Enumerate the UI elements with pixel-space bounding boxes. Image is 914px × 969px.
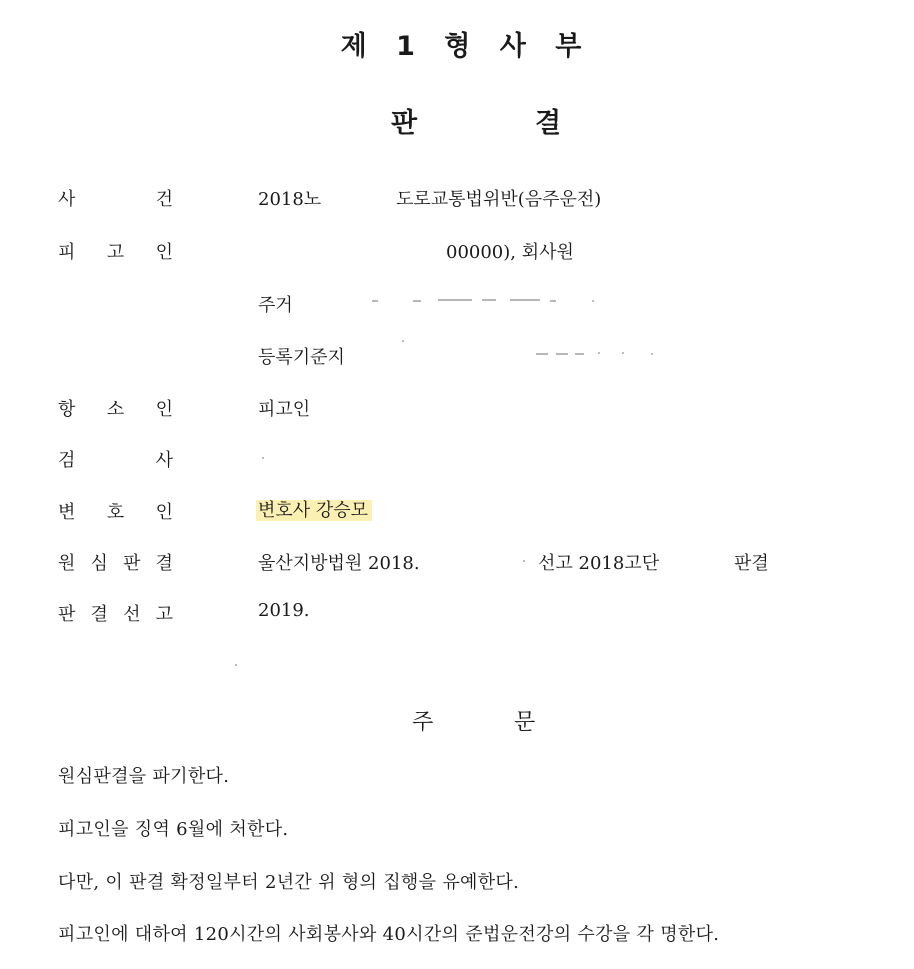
redaction-mark	[550, 300, 556, 302]
redaction-mark	[510, 299, 540, 301]
sentencing-date: 2019.	[258, 600, 310, 621]
order-line-4: 피고인에 대하여 120시간의 사회봉사와 40시간의 준법운전강의 수강을 각 명한다.	[58, 924, 720, 945]
judgment-title-gyeol: 결	[535, 108, 562, 139]
redaction-mark	[651, 353, 653, 355]
judgment-title-pan: 판	[391, 108, 418, 139]
redaction-mark	[438, 299, 472, 301]
case-number: 2018노	[258, 189, 322, 210]
order-line-3: 다만, 이 판결 확정일부터 2년간 위 형의 집행을 유예한다.	[58, 872, 520, 893]
order-title-mun: 문	[514, 710, 536, 735]
redaction-mark	[575, 353, 584, 355]
label-case-char-1: 사	[58, 189, 76, 210]
order-line-1: 원심판결을 파기한다.	[58, 766, 230, 787]
redaction-mark	[536, 353, 548, 355]
redaction-mark	[262, 457, 264, 459]
defendant-info: 00000), 회사원	[446, 242, 574, 263]
appellant: 피고인	[258, 399, 311, 420]
redaction-mark	[413, 300, 421, 302]
redaction-mark	[402, 340, 404, 342]
label-appellant: 항 소 인	[58, 399, 173, 420]
redaction-mark	[598, 352, 600, 354]
redaction-mark	[592, 300, 594, 302]
redaction-mark	[523, 560, 525, 562]
case-name: 도로교통법위반(음주운전)	[396, 189, 602, 210]
redaction-mark	[556, 353, 568, 355]
original-case-number: 선고 2018고단	[538, 553, 660, 574]
registered-domicile-label: 등록기준지	[258, 347, 345, 368]
label-case-char-2: 건	[155, 189, 173, 210]
label-defendant: 피 고 인	[58, 242, 173, 263]
defense-counsel	[256, 496, 372, 522]
scan-speck	[235, 664, 237, 666]
label-sentencing-date: 판 결 선 고	[58, 604, 173, 625]
redaction-mark	[372, 300, 378, 302]
order-title-ju: 주	[412, 710, 434, 735]
redaction-mark	[482, 299, 496, 301]
label-case	[58, 185, 173, 211]
highlighted-counsel-name: 변호사 강승모	[256, 500, 372, 521]
court-division: 제 1 형 사 부	[340, 31, 592, 62]
address-label: 주거	[258, 295, 293, 316]
original-court: 울산지방법원 2018.	[258, 553, 420, 574]
order-line-2: 피고인을 징역 6월에 처한다.	[58, 819, 289, 840]
label-defense-counsel: 변 호 인	[58, 502, 173, 523]
label-original-judgment: 원 심 판 결	[58, 553, 173, 574]
original-judgment-suffix: 판결	[734, 553, 769, 574]
label-prosecutor: 검 사	[58, 450, 173, 471]
redaction-mark	[622, 352, 624, 354]
